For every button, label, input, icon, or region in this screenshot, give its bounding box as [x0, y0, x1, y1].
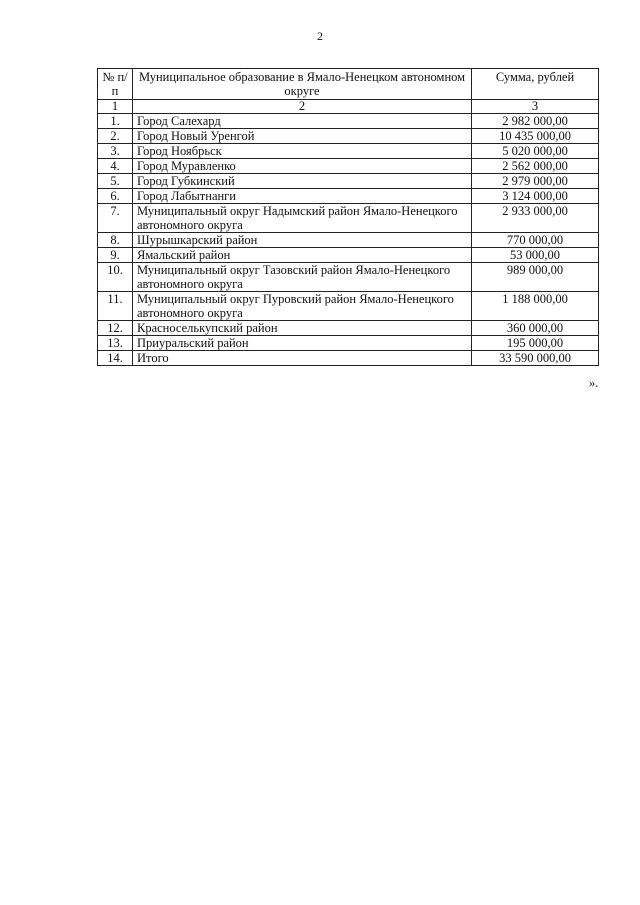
row-number: 11.	[98, 292, 133, 321]
row-number: 6.	[98, 189, 133, 204]
row-sum: 2 933 000,00	[472, 204, 599, 233]
row-municipality: Город Ноябрьск	[133, 144, 472, 159]
row-number: 14.	[98, 351, 133, 366]
table-row	[98, 174, 599, 189]
row-number: 2.	[98, 129, 133, 144]
header-sum: Сумма, рублей	[472, 69, 599, 100]
row-sum: 1 188 000,00	[472, 292, 599, 321]
row-sum: 33 590 000,00	[472, 351, 599, 366]
header-num: № п/п	[98, 69, 133, 100]
table-row	[98, 144, 599, 159]
row-number: 8.	[98, 233, 133, 248]
table-row	[98, 336, 599, 351]
table-row	[98, 159, 599, 174]
row-municipality: Муниципальный округ Надымский район Ямало-Ненецкого автономного округа	[133, 204, 472, 233]
row-number: 9.	[98, 248, 133, 263]
row-sum: 360 000,00	[472, 321, 599, 336]
row-municipality: Город Новый Уренгой	[133, 129, 472, 144]
table-row	[98, 248, 599, 263]
header-municipality: Муниципальное образование в Ямало-Ненецком автономном округе	[133, 69, 472, 100]
row-sum: 195 000,00	[472, 336, 599, 351]
row-municipality: Муниципальный округ Тазовский район Ямало-Ненецкого автономного округа	[133, 263, 472, 292]
row-sum: 53 000,00	[472, 248, 599, 263]
table-row	[98, 129, 599, 144]
column-index: 1	[98, 100, 133, 114]
row-municipality: Красноселькупский район	[133, 321, 472, 336]
table-row	[98, 292, 599, 321]
row-municipality: Ямальский район	[133, 248, 472, 263]
column-index-row	[98, 100, 599, 114]
row-sum: 10 435 000,00	[472, 129, 599, 144]
table-row	[98, 233, 599, 248]
row-number: 13.	[98, 336, 133, 351]
row-municipality: Шурышкарский район	[133, 233, 472, 248]
row-sum: 989 000,00	[472, 263, 599, 292]
row-number: 1.	[98, 114, 133, 129]
column-index: 2	[133, 100, 472, 114]
row-sum: 5 020 000,00	[472, 144, 599, 159]
row-sum: 2 562 000,00	[472, 159, 599, 174]
row-municipality: Приуральский район	[133, 336, 472, 351]
row-number: 3.	[98, 144, 133, 159]
row-municipality: Город Губкинский	[133, 174, 472, 189]
column-index: 3	[472, 100, 599, 114]
table-row	[98, 189, 599, 204]
row-sum: 2 979 000,00	[472, 174, 599, 189]
row-municipality: Город Муравленко	[133, 159, 472, 174]
row-number: 4.	[98, 159, 133, 174]
table-row	[98, 321, 599, 336]
row-sum: 3 124 000,00	[472, 189, 599, 204]
table-row	[98, 263, 599, 292]
row-number: 10.	[98, 263, 133, 292]
closing-quote: ».	[589, 376, 599, 390]
table-body	[98, 114, 599, 366]
row-municipality: Город Лабытнанги	[133, 189, 472, 204]
row-municipality: Муниципальный округ Пуровский район Ямало-Ненецкого автономного округа	[133, 292, 472, 321]
table-row	[98, 351, 599, 366]
row-number: 5.	[98, 174, 133, 189]
row-sum: 2 982 000,00	[472, 114, 599, 129]
row-municipality: Город Салехард	[133, 114, 472, 129]
row-number: 7.	[98, 204, 133, 233]
table-row	[98, 114, 599, 129]
row-number: 12.	[98, 321, 133, 336]
table-header-row	[98, 69, 599, 100]
row-municipality: Итого	[133, 351, 472, 366]
table-row	[98, 204, 599, 233]
page-number: 2	[317, 29, 323, 43]
row-sum: 770 000,00	[472, 233, 599, 248]
budget-table	[97, 68, 599, 366]
